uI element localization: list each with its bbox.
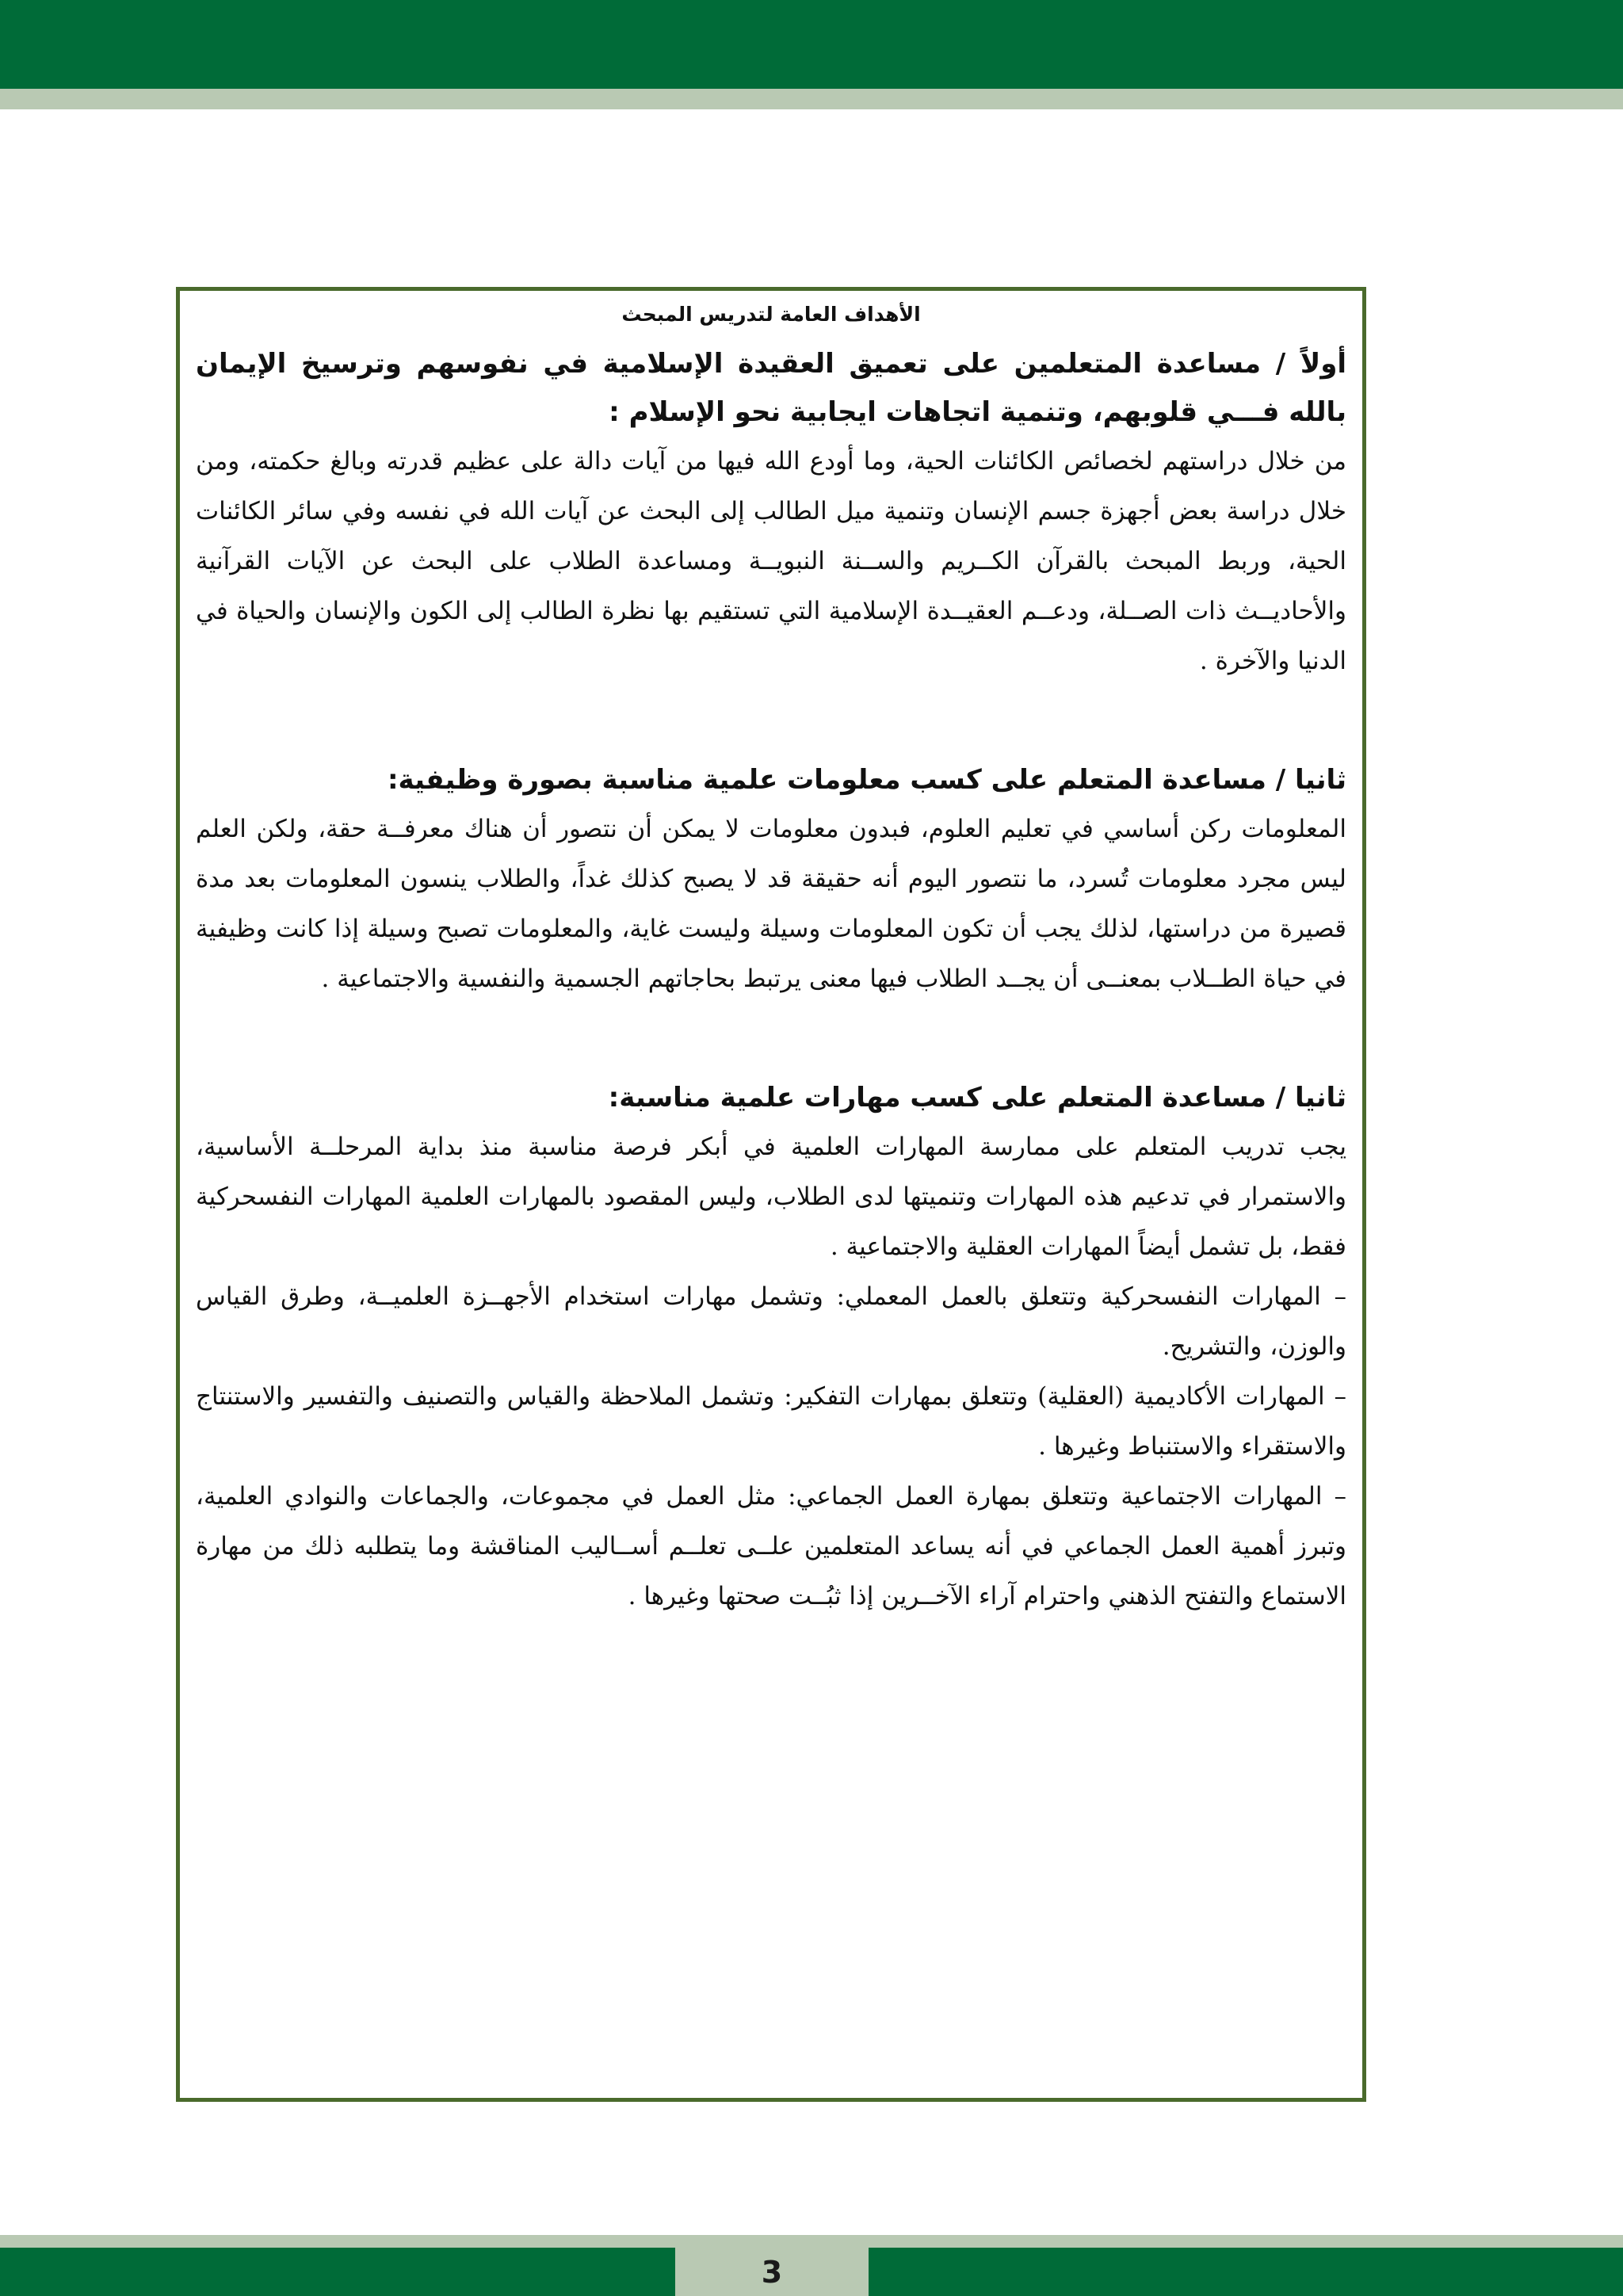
page-number: 3: [675, 2248, 869, 2296]
list-item: – المهارات النفسحركية وتتعلق بالعمل المعملي: وتشمل مهارات استخدام الأجهــزة العلميــة، وطرق القياس والوزن، والتشريح.: [196, 1282, 1346, 1361]
header-light-stripe: [0, 89, 1623, 109]
section-title: ثانيا / مساعدة المتعلم على كسب مهارات علمية مناسبة:: [608, 1082, 1346, 1114]
section-1: [196, 340, 1346, 686]
list-item: – المهارات الاجتماعية وتتعلق بمهارة العمل الجماعي: مثل العمل في مجموعات، والجماعات والنوادي العلمية، وتبرز أهمية العمل الجماعي في أنه يساعد المتعلمين علــى تعلــم أســاليب المناقشة وما يتطلبه ذلك من مهارة الاستماع والتفتح الذهني واحترام آراء الآخــرين إذا ثبُــت صحتها وغيرها .: [196, 1482, 1346, 1610]
section-spacer: [196, 1004, 1346, 1074]
frame-heading: الأهداف العامة لتدريس المبحث: [621, 303, 921, 326]
header-green-band: [0, 0, 1623, 89]
content-frame: [176, 287, 1366, 2102]
paragraph: المعلومات ركن أساسي في تعليم العلوم، فبدون معلومات لا يمكن أن نتصور أن هناك معرفــة حقة، ولكن العلم ليس مجرد معلومات تُسرد، ما نتصور اليوم أنه حقيقة قد لا يصبح كذلك غداً، والطلاب ينسون المعلومات بعد مدة قصيرة من دراستها، لذلك يجب أن تكون المعلومات وسيلة وليست غاية، والمعلومات تصبح وسيلة إذا كانت وظيفية في حياة الطــلاب بمعنــى أن يجــد الطلاب فيها معنى يرتبط بحاجاتهم الجسمية والنفسية والاجتماعية .: [196, 815, 1346, 993]
section-title: أولاً / مساعدة المتعلمين على تعميق العقيدة الإسلامية في نفوسهم وترسيخ الإيمان بالله فـــي قلوبهم، وتنمية اتجاهات ايجابية نحو الإسلام :: [196, 348, 1346, 428]
footer-light-stripe: [0, 2235, 1623, 2248]
section-3: [196, 1074, 1346, 1622]
paragraph: يجب تدريب المتعلم على ممارسة المهارات العلمية في أبكر فرصة مناسبة منذ بداية المرحلــة الأساسية، والاستمرار في تدعيم هذه المهارات وتنميتها لدى الطلاب، وليس المقصود بالمهارات العلمية المهارات النفسحركية فقط، بل تشمل أيضاً المهارات العقلية والاجتماعية .: [196, 1133, 1346, 1261]
footer-green-band-right: [869, 2248, 1623, 2296]
section-spacer: [196, 686, 1346, 756]
section-title: ثانيا / مساعدة المتعلم على كسب معلومات علمية مناسبة بصورة وظيفية:: [387, 764, 1346, 796]
paragraph: من خلال دراستهم لخصائص الكائنات الحية، وما أودع الله فيها من آيات دالة على عظيم قدرته وبالغ حكمته، ومن خلال دراسة بعض أجهزة جسم الإنسان وتنمية ميل الطالب إلى البحث عن آيات الله في نفسه وفي سائر الكائنات الحية، وربط المبحث بالقرآن الكــريم والســنة النبويــة ومساعدة الطلاب على البحث عن الآيات القرآنية والأحاديــث ذات الصــلة، ودعــم العقيــدة الإسلامية التي تستقيم بها نظرة الطالب إلى الكون والإنسان والحياة في الدنيا والآخرة .: [196, 447, 1346, 675]
section-2: [196, 756, 1346, 1004]
footer-green-band-left: [0, 2248, 675, 2296]
list-item: – المهارات الأكاديمية (العقلية) وتتعلق بمهارات التفكير: وتشمل الملاحظة والقياس والتصنيف والتفسير والاستنتاج والاستقراء والاستنباط وغيرها .: [196, 1382, 1346, 1461]
